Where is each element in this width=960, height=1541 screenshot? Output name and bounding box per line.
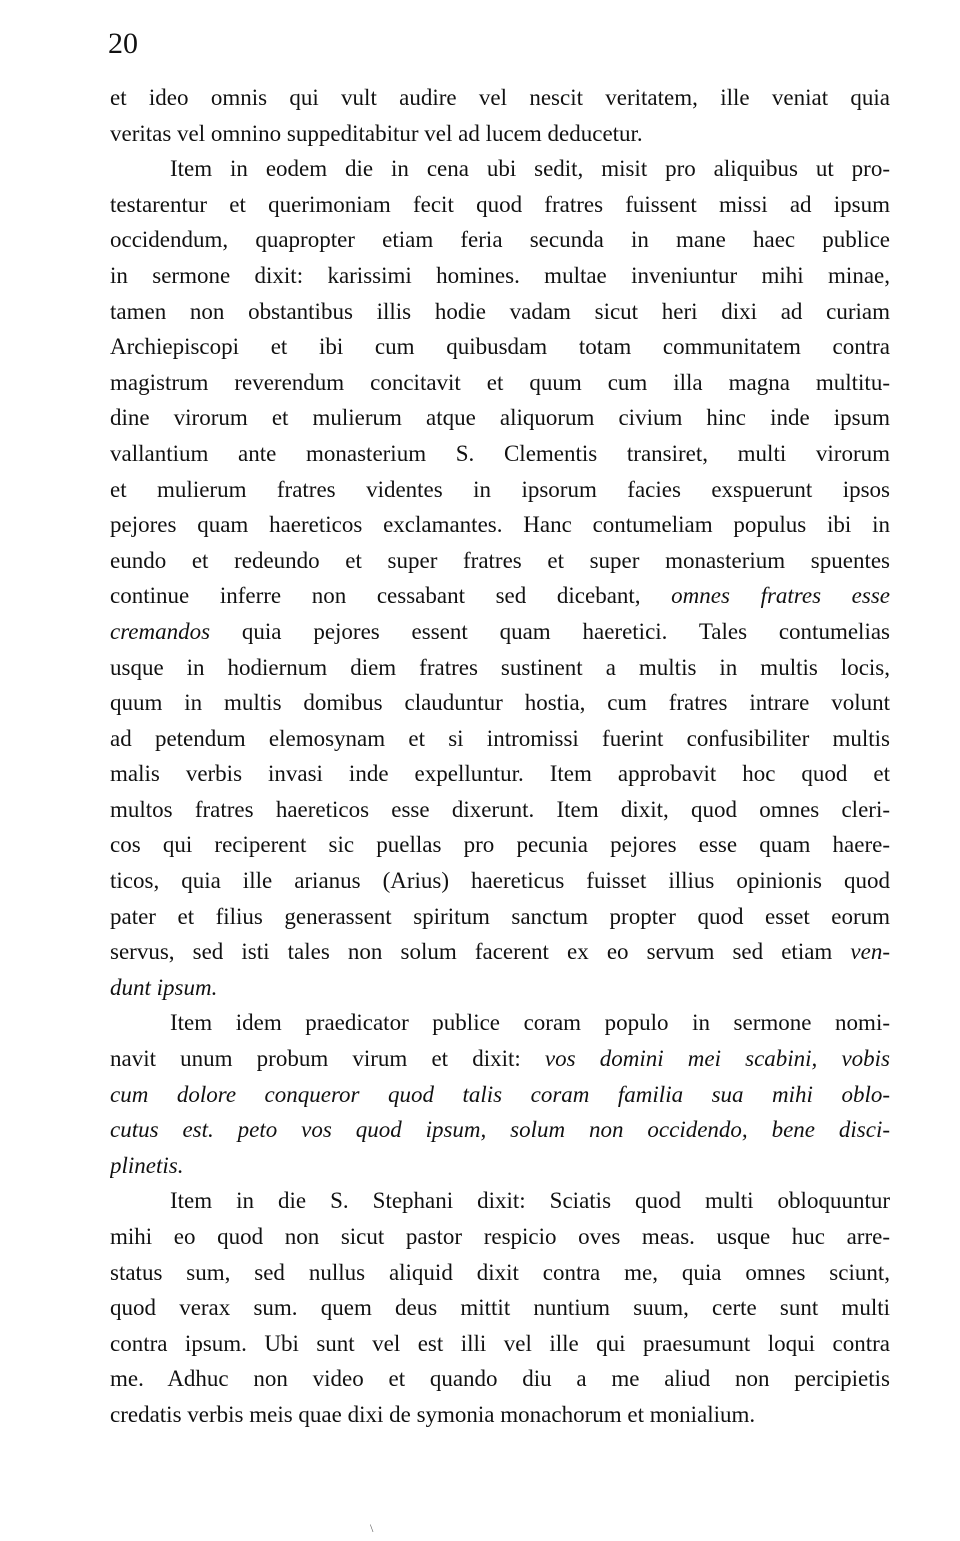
text-span: vallantium ante monasterium S. Clementis transiret, multi virorum [110,440,890,466]
text-line [110,792,890,828]
italic-text-span: omnes fratres esse [671,583,890,609]
text-line [110,1219,890,1255]
text-span: pejores quam haereticos exclamantes. Hanc contumeliam populus ibi in [110,512,890,538]
italic-text-span: plinetis. [110,1152,184,1178]
text-span: status sum, sed nullus aliquid dixit contra me, quia omnes sciunt, [110,1259,890,1285]
text-line [110,685,890,721]
text-span: malis verbis invasi inde expelluntur. Item approbavit hoc quod et [110,761,890,787]
text-line [110,650,890,686]
text-line [110,1077,890,1113]
text-line [110,258,890,294]
text-line [110,578,890,614]
text-line [110,472,890,508]
text-span: usque in hodiernum diem fratres sustinent a multis in multis locis, [110,654,890,680]
text-span: pater et filius generassent spiritum sanctum propter quod esset eorum [110,903,890,929]
text-line [110,934,890,970]
text-line [110,400,890,436]
text-span: dine virorum et mulierum atque aliquorum civium hinc inde ipsum [110,405,890,431]
text-span: mihi eo quod non sicut pastor respicio oves meas. usque huc arre- [110,1224,890,1249]
text-span: credatis verbis meis quae dixi de symonia monachorum et monialium. [110,1401,756,1427]
text-line [110,116,890,152]
text-line [110,1326,890,1362]
text-line [110,80,890,116]
text-span: et mulierum fratres videntes in ipsorum facies exspuerunt ipsos [110,476,890,502]
text-line [110,329,890,365]
text-line [110,863,890,899]
text-line [110,1397,890,1433]
text-span: et ideo omnis qui vult audire vel nescit veritatem, ille veniat quia [110,85,890,110]
text-line [110,1005,890,1041]
text-line [110,365,890,401]
text-line [110,1255,890,1291]
text-span: ad petendum elemosynam et si intromissi fuerint confusibiliter multis [110,725,890,751]
text-line [110,1148,890,1184]
text-span: quum in multis domibus clauduntur hostia, cum fratres intrare volunt [110,690,890,716]
text-span: testarentur et querimoniam fecit quod fratres fuissent missi ad ipsum [110,191,890,217]
text-span: ticos, quia ille arianus (Arius) haereticus fuisset illius opinionis quod [110,868,890,894]
text-span: cos qui reciperent sic puellas pro pecunia pejores esse quam haere- [110,832,890,858]
text-line [110,827,890,863]
text-line [110,721,890,757]
italic-text-span: cum dolore conqueror quod talis coram familia sua mihi oblo- [110,1081,890,1107]
text-line [110,1290,890,1326]
text-span: multos fratres haereticos esse dixerunt. Item dixit, quod omnes cleri- [110,796,890,822]
text-line [110,1112,890,1148]
text-span: tamen non obstantibus illis hodie vadam sicut heri dixi ad curiam [110,298,890,324]
text-span: eundo et redeundo et super fratres et super monasterium spuentes [110,547,890,573]
text-span: in sermone dixit: karissimi homines. multae inveniuntur mihi minae, [110,262,890,288]
text-line [110,187,890,223]
text-span: servus, sed isti tales non solum facerent ex eo servum sed etiam [110,939,851,965]
text-line [110,756,890,792]
text-span: magistrum reverendum concitavit et quum cum illa magna multitu- [110,369,890,395]
text-line [110,1183,890,1219]
text-line [110,151,890,187]
text-span: Archiepiscopi et ibi cum quibusdam totam communitatem contra [110,334,890,360]
text-line [110,222,890,258]
stray-print-mark: \ [370,1521,374,1535]
text-span: Item in eodem die in cena ubi sedit, misit pro aliquibus ut pro- [170,156,890,182]
text-span: me. Adhuc non video et quando diu a me aliud non percipietis [110,1366,890,1392]
text-line [110,507,890,543]
text-span: quia pejores essent quam haeretici. Tales contumelias [210,618,890,644]
text-span: contra ipsum. Ubi sunt vel est illi vel ille qui praesumunt loqui contra [110,1330,890,1356]
text-span: navit unum probum virum et dixit: [110,1046,545,1072]
text-span: veritas vel omnino suppeditabitur vel ad lucem deducetur. [110,120,643,146]
italic-text-span: cutus est. peto vos quod ipsum, solum non occidendo, bene disci- [110,1117,890,1143]
text-line [110,436,890,472]
text-span: quod verax sum. quem deus mittit nuntium suum, certe sunt multi [110,1295,890,1321]
text-line [110,543,890,579]
italic-text-span: vos domini mei scabini, vobis [544,1046,890,1072]
text-line [110,1361,890,1397]
text-line [110,970,890,1006]
text-line [110,294,890,330]
text-span: Item idem praedicator publice coram populo in sermone nomi- [170,1010,890,1036]
page-number: 20 [108,27,138,60]
text-line [110,614,890,650]
text-line [110,1041,890,1077]
italic-text-span: cremandos [110,618,211,644]
text-line [110,899,890,935]
page-body-text [110,80,890,1433]
italic-text-span: ven- [850,939,890,965]
italic-text-span: dunt ipsum. [110,974,218,1000]
text-span: Item in die S. Stephani dixit: Sciatis quod multi obloquuntur [170,1188,890,1214]
text-span: continue inferre non cessabant sed dicebant, [110,583,672,609]
text-span: occidendum, quapropter etiam feria secunda in mane haec publice [110,227,890,253]
